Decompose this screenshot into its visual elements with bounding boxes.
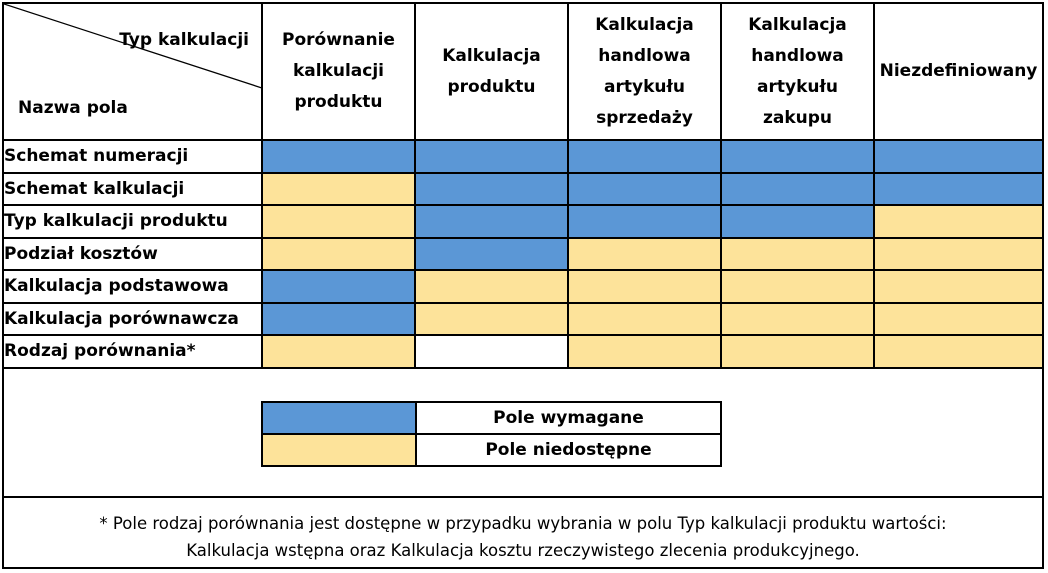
column-header-line: handlowa [598, 45, 691, 66]
row-label: Schemat kalkulacji [4, 173, 262, 206]
row-label: Kalkulacja podstawowa [4, 270, 262, 303]
cell-unavailable [721, 238, 874, 271]
column-header-line: artykułu [604, 76, 685, 97]
cell-unavailable [262, 335, 415, 368]
column-header [415, 4, 568, 140]
row-label: Schemat numeracji [4, 140, 262, 173]
cell-required [415, 140, 568, 173]
cell-required [415, 173, 568, 206]
document-frame [2, 2, 1044, 569]
table-row [4, 173, 1042, 206]
column-header-line: handlowa [751, 45, 844, 66]
footnote-divider [4, 496, 1042, 498]
cell-required [568, 205, 721, 238]
table-row [4, 238, 1042, 271]
cell-required [262, 140, 415, 173]
row-label: Rodzaj porównania* [4, 335, 262, 368]
corner-header-field-label: Nazwa pola [18, 98, 128, 118]
legend-table [261, 401, 722, 467]
table-row [4, 140, 1042, 173]
legend-row [262, 434, 721, 466]
table-row [4, 270, 1042, 303]
cell-unavailable [874, 335, 1042, 368]
cell-required [568, 140, 721, 173]
column-header-line: kalkulacji [292, 61, 385, 81]
legend-label: Pole wymagane [416, 402, 721, 434]
footnote [4, 510, 1042, 564]
calculation-type-table [4, 4, 1042, 369]
cell-unavailable [721, 335, 874, 368]
cell-unavailable [874, 270, 1042, 303]
column-header [568, 4, 721, 140]
cell-unavailable [874, 205, 1042, 238]
column-header-line: Kalkulacja [595, 14, 694, 35]
legend-swatch-required [262, 402, 416, 434]
cell-unavailable [262, 173, 415, 206]
row-label: Kalkulacja porównawcza [4, 303, 262, 336]
cell-unavailable [874, 238, 1042, 271]
legend-label: Pole niedostępne [416, 434, 721, 466]
table-row [4, 205, 1042, 238]
row-label: Podział kosztów [4, 238, 262, 271]
corner-header [4, 4, 262, 140]
cell-unavailable [415, 270, 568, 303]
column-header-line: Kalkulacja [748, 14, 847, 35]
row-label: Typ kalkulacji produktu [4, 205, 262, 238]
cell-required [874, 173, 1042, 206]
cell-unavailable [568, 238, 721, 271]
cell-unavailable [721, 270, 874, 303]
cell-required [262, 303, 415, 336]
header-row [4, 4, 1042, 140]
footnote-line-1: * Pole rodzaj porównania jest dostępne w przypadku wybrania w polu Typ kalkulacji produktu wartości: [99, 514, 947, 533]
column-header-line: Niezdefiniowany [879, 61, 1038, 81]
cell-unavailable [721, 303, 874, 336]
cell-empty [415, 335, 568, 368]
cell-required [568, 173, 721, 206]
cell-required [874, 140, 1042, 173]
column-header-line: produktu [294, 92, 383, 112]
cell-required [721, 205, 874, 238]
legend-row [262, 402, 721, 434]
table-row [4, 335, 1042, 368]
corner-header-type-label: Typ kalkulacji [119, 30, 249, 50]
cell-required [415, 238, 568, 271]
column-header-line: sprzedaży [596, 107, 693, 128]
table-row [4, 303, 1042, 336]
cell-unavailable [874, 303, 1042, 336]
corner-diagonal [4, 4, 262, 140]
cell-unavailable [568, 335, 721, 368]
table-body [4, 140, 1042, 368]
cell-required [262, 270, 415, 303]
column-header-line: zakupu [762, 107, 833, 128]
cell-required [721, 140, 874, 173]
column-header-line: Porównanie [282, 30, 395, 50]
cell-unavailable [262, 238, 415, 271]
footnote-line-2: Kalkulacja wstępna oraz Kalkulacja kosztu rzeczywistego zlecenia produkcyjnego. [186, 541, 860, 560]
column-header [874, 4, 1042, 140]
cell-unavailable [568, 303, 721, 336]
cell-unavailable [262, 205, 415, 238]
legend-swatch-unavailable [262, 434, 416, 466]
column-header-line: Kalkulacja [442, 45, 541, 66]
column-header [721, 4, 874, 140]
column-header [262, 4, 415, 140]
cell-required [415, 205, 568, 238]
cell-unavailable [415, 303, 568, 336]
cell-unavailable [568, 270, 721, 303]
cell-required [721, 173, 874, 206]
column-header-line: produktu [447, 76, 536, 97]
column-header-line: artykułu [757, 76, 838, 97]
